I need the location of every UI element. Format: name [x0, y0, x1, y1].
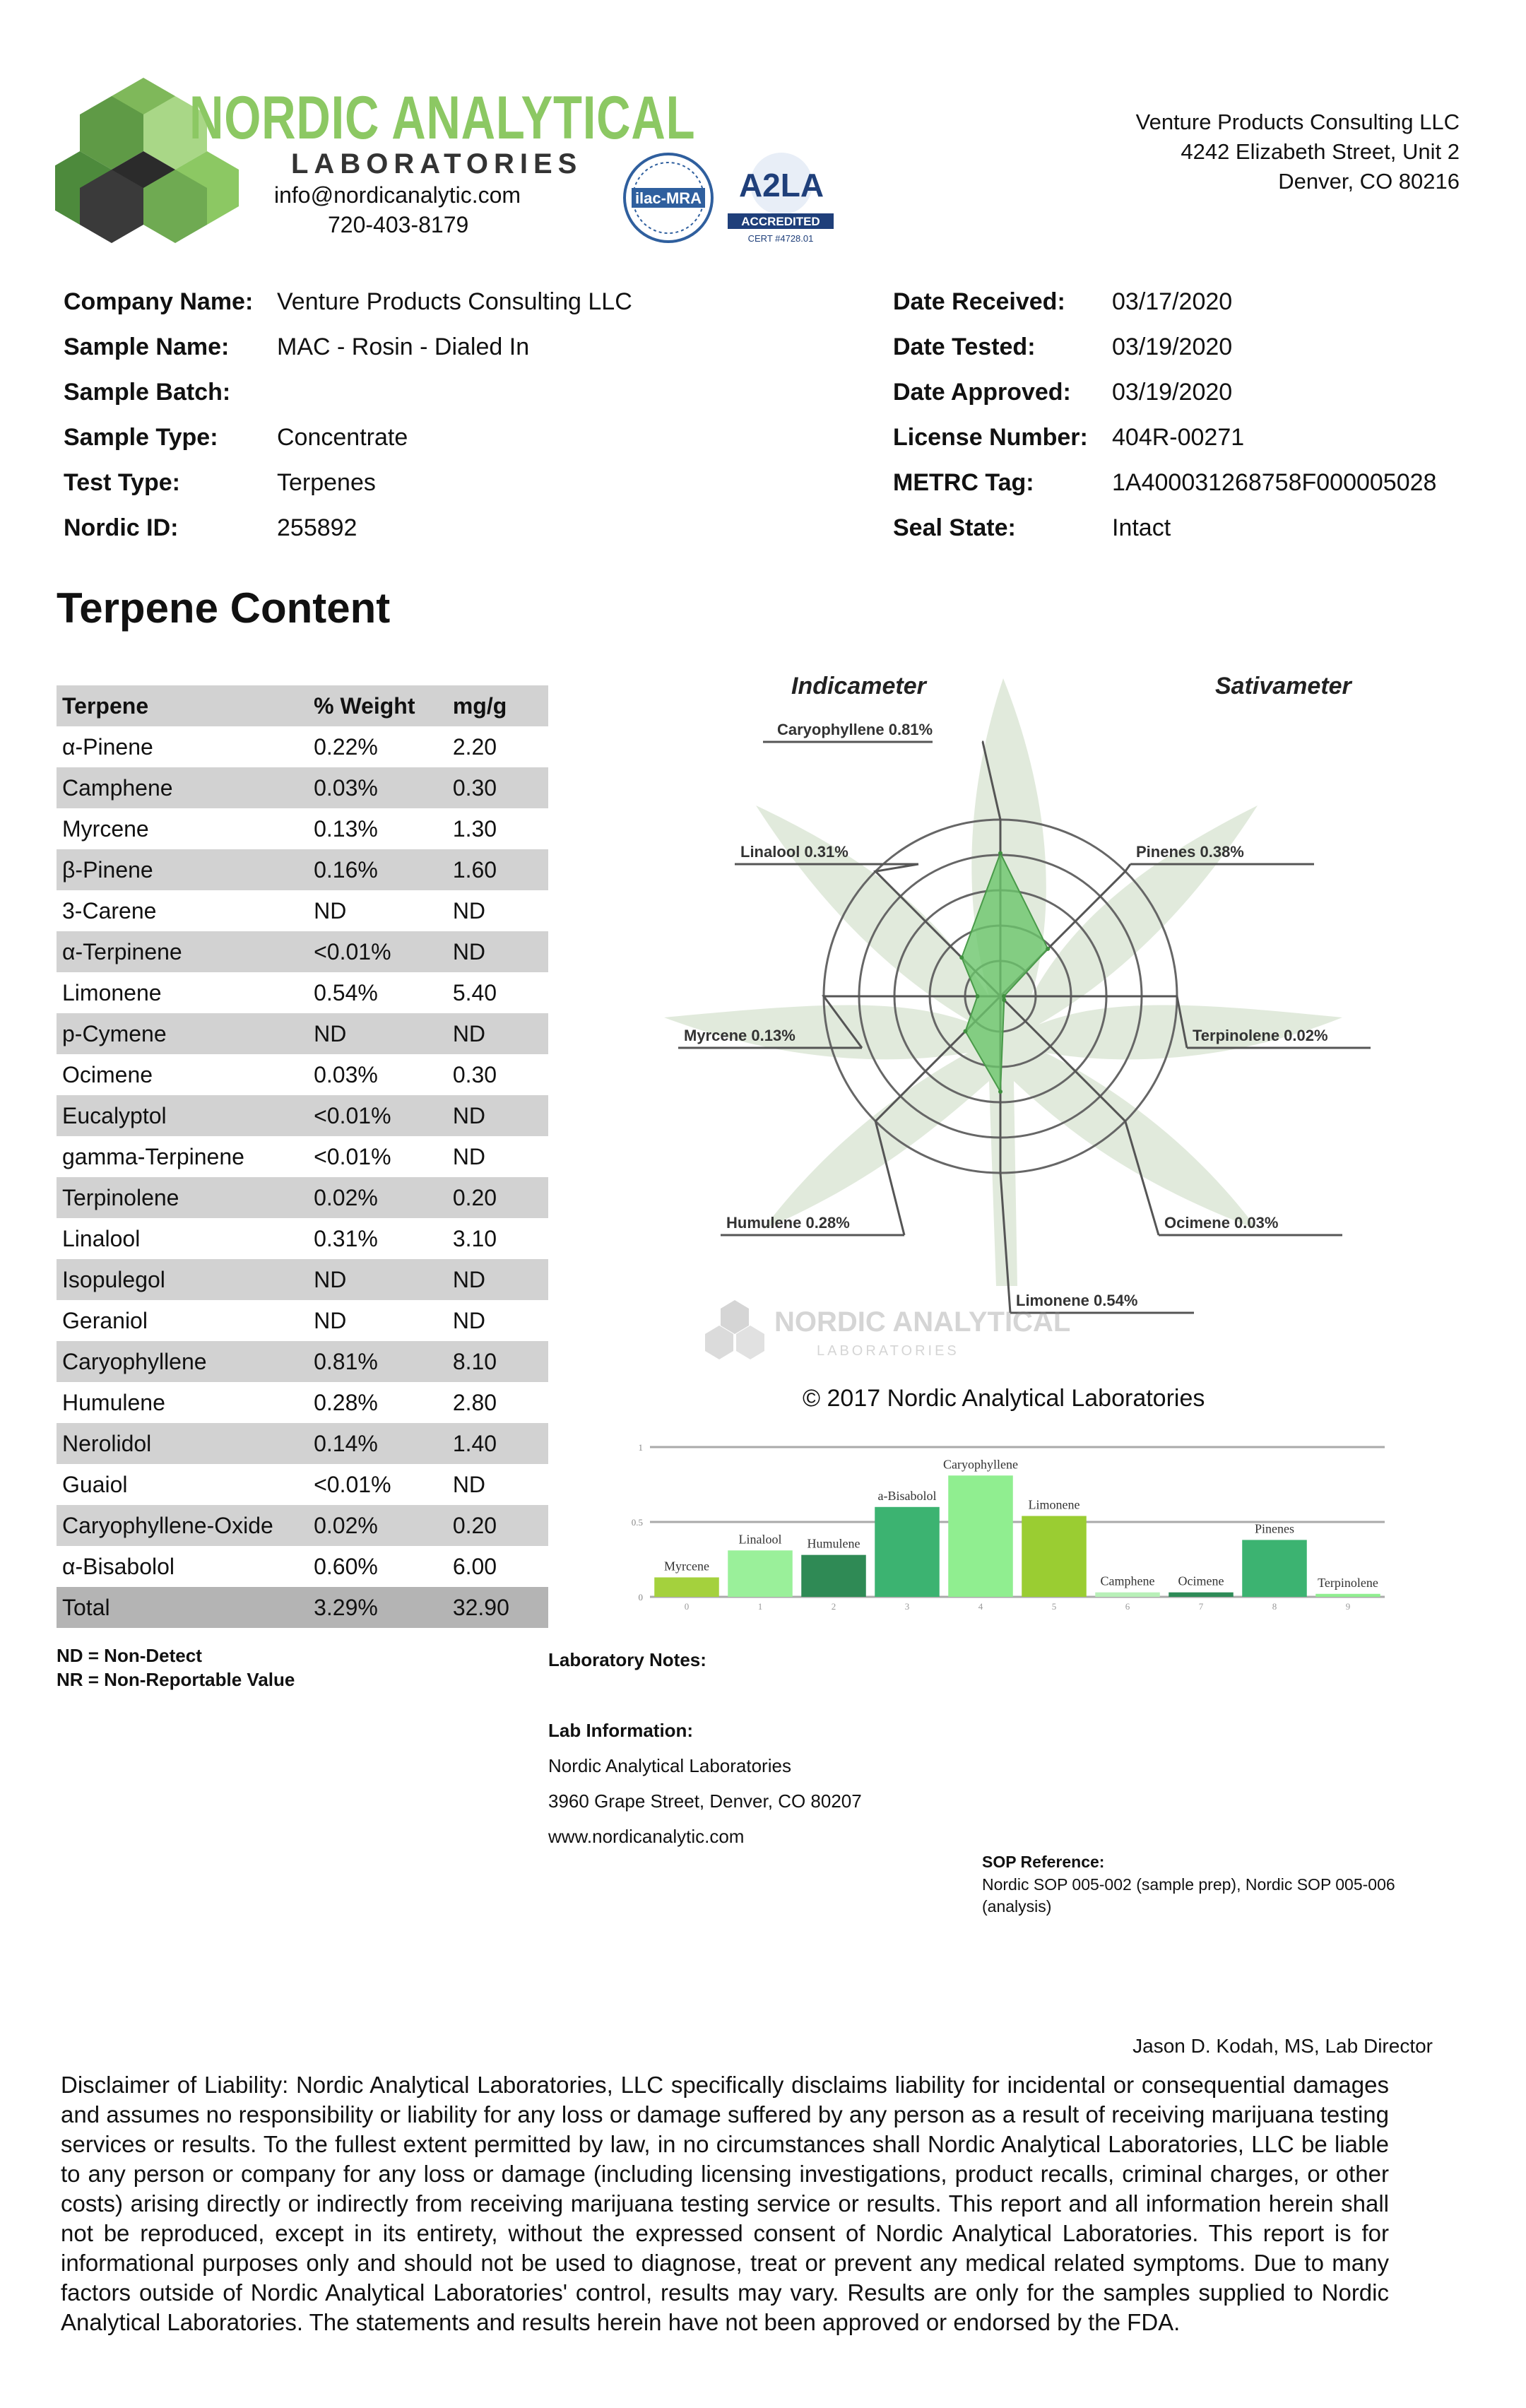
- table-cell: 3-Carene: [62, 897, 157, 923]
- table-cell: β-Pinene: [57, 849, 308, 890]
- lab-name: Nordic Analytical Laboratories: [548, 1755, 791, 1776]
- table-row: [57, 1300, 548, 1341]
- terpene-radar-chart: [636, 664, 1455, 1371]
- radar-point-humulene: [964, 1029, 968, 1033]
- table-cell: 2.20: [452, 733, 497, 760]
- bar-series: [654, 1457, 1380, 1612]
- table-cell: gamma-Terpinene: [62, 1143, 244, 1169]
- info-label: Date Approved:: [893, 379, 1071, 406]
- radar-axis-label: Caryophyllene 0.81%: [777, 721, 933, 738]
- bar-label: a-Bisabolol: [877, 1488, 937, 1503]
- info-value: 03/19/2020: [1112, 379, 1233, 406]
- table-cell: 1.60: [447, 849, 548, 890]
- table-cell: α-Pinene: [62, 733, 153, 760]
- table-cell: 6.00: [452, 1553, 497, 1579]
- bar-label: Pinenes: [1255, 1521, 1294, 1536]
- table-row: [57, 931, 548, 972]
- column-header: mg/g: [447, 685, 548, 726]
- radar-axis-label: Myrcene 0.13%: [684, 1027, 795, 1044]
- table-cell: 0.28%: [314, 1389, 378, 1415]
- table-cell: Isopulegol: [57, 1259, 308, 1300]
- sop-heading: SOP Reference:: [982, 1853, 1105, 1871]
- lab-notes-heading: Laboratory Notes:: [548, 1649, 706, 1670]
- table-row: [57, 972, 548, 1013]
- bar-pinenes: [1242, 1540, 1307, 1597]
- bar-y-tick: 1: [638, 1442, 643, 1453]
- lab-director: Jason D. Kodah, MS, Lab Director: [1132, 2035, 1433, 2057]
- table-cell: ND: [452, 1307, 486, 1333]
- info-value: Terpenes: [277, 469, 376, 496]
- bar-x-tick: 1: [757, 1601, 763, 1612]
- table-header-row: [57, 685, 548, 726]
- info-label: Sample Batch:: [64, 379, 231, 406]
- bar-y-tick: 0: [638, 1592, 643, 1603]
- info-label: License Number:: [893, 424, 1088, 451]
- bar-x-tick: 2: [831, 1601, 836, 1612]
- bar-linalool: [728, 1550, 793, 1597]
- client-address-line: Denver, CO 80216: [1278, 169, 1460, 194]
- terpene-bar-chart: [622, 1420, 1399, 1618]
- radar-axis-label: Limonene 0.54%: [1016, 1292, 1138, 1309]
- info-value: 404R-00271: [1112, 424, 1245, 451]
- table-cell: Nerolidol: [57, 1423, 308, 1464]
- info-label: Company Name:: [64, 288, 254, 315]
- nr-legend: NR = Non-Reportable Value: [57, 1669, 295, 1690]
- table-cell: 0.03%: [308, 767, 447, 808]
- bar-x-tick: 0: [684, 1601, 690, 1612]
- cert-label: CERT #4728.01: [747, 233, 814, 244]
- table-cell: 0.30: [447, 767, 548, 808]
- info-label: Sample Name:: [64, 334, 230, 360]
- bar-label: Terpinolene: [1318, 1575, 1378, 1590]
- table-cell: <0.01%: [314, 1143, 391, 1169]
- table-row: [57, 1136, 548, 1177]
- info-label: Nordic ID:: [64, 514, 179, 541]
- table-row: [57, 1464, 548, 1505]
- column-header: % Weight: [308, 685, 447, 726]
- table-cell: p-Cymene: [57, 1013, 308, 1054]
- a2la-label: A2LA: [738, 167, 824, 203]
- table-cell: 1.40: [447, 1423, 548, 1464]
- table-cell: Ocimene: [62, 1061, 153, 1087]
- client-address: [1136, 107, 1460, 196]
- ilac-label: ilac-MRA: [634, 189, 702, 207]
- sop-text: Nordic SOP 005-002 (sample prep), Nordic SOP 005-006 (analysis): [982, 1875, 1395, 1916]
- table-row: [57, 1505, 548, 1546]
- table-cell: 0.14%: [308, 1423, 447, 1464]
- disclaimer: Disclaimer of Liability: Nordic Analytical Laboratories, LLC specifically disclaims liability for incidental or consequential damages and assumes no responsibility or liability for any loss or damage suffered by any person as a result of receiving marijuana testing services or results. To the fullest extent permitted by law, in no circumstances shall Nordic Analytical Laboratories, LLC be liable to any person or company for any loss or damage (including licensing investigations, product recalls, criminal charges, or other costs) arising directly or indirectly from receiving marijuana testing service or results. This report and all information herein shall not be reproduced, except in its entirety, without the expressed consent of Nordic Analytical Laboratories. This report is for informational purposes only and should not be used to diagnose, treat or prevent any medical related symptoms. Due to many factors outside of Nordic Analytical Laboratories' control, results may vary. Results are only for the samples supplied to Nordic Analytical Laboratories. The statements and results herein have not been approved or endorsed by the FDA.: [61, 2072, 1389, 2335]
- bar-caryophyllene: [948, 1475, 1013, 1597]
- bar-label: Limonene: [1028, 1497, 1080, 1512]
- bar-humulene: [801, 1555, 866, 1597]
- bar-x-tick: 9: [1345, 1601, 1351, 1612]
- client-address-line: Venture Products Consulting LLC: [1135, 110, 1460, 134]
- table-row: [57, 1423, 548, 1464]
- info-value: MAC - Rosin - Dialed In: [277, 334, 530, 360]
- ilac-mra-badge-icon: [625, 154, 712, 242]
- table-cell: ND: [447, 1095, 548, 1136]
- bar-label: Ocimene: [1178, 1574, 1224, 1588]
- table-cell: 0.20: [447, 1177, 548, 1218]
- table-row: [57, 1177, 548, 1218]
- a2la-badge-icon: [728, 153, 834, 244]
- info-label: Date Tested:: [893, 334, 1036, 360]
- table-row: [57, 1095, 548, 1136]
- brand-name: NORDIC ANALYTICAL: [189, 84, 696, 152]
- table-row: [57, 849, 548, 890]
- info-value: Intact: [1112, 514, 1171, 541]
- table-cell: ND: [452, 897, 486, 923]
- bar-label: Caryophyllene: [943, 1457, 1018, 1472]
- bar-label: Myrcene: [664, 1559, 709, 1574]
- brand-subtitle: LABORATORIES: [291, 148, 583, 179]
- table-cell: Eucalyptol: [57, 1095, 308, 1136]
- bar-x-tick: 8: [1272, 1601, 1277, 1612]
- nd-legend: ND = Non-Detect: [57, 1645, 202, 1666]
- radar-axis-label: Ocimene 0.03%: [1164, 1214, 1279, 1232]
- table-row: [57, 890, 548, 931]
- table-cell: 0.13%: [314, 815, 378, 842]
- bar-myrcene: [654, 1577, 719, 1597]
- bar-x-tick: 4: [978, 1601, 983, 1612]
- table-cell: Camphene: [57, 767, 308, 808]
- table-row: [57, 1218, 548, 1259]
- radar-axis-label: Humulene 0.28%: [726, 1214, 850, 1232]
- radar-axis-label: Pinenes 0.38%: [1136, 843, 1244, 861]
- radar-point-terpinolene: [1002, 994, 1006, 998]
- info-value: 03/17/2020: [1112, 288, 1233, 315]
- table-cell: <0.01%: [308, 1095, 447, 1136]
- table-cell: ND: [452, 1143, 486, 1169]
- watermark-title: NORDIC ANALYTICAL: [774, 1306, 1071, 1338]
- table-cell: Total: [57, 1587, 308, 1628]
- table-cell: <0.01%: [314, 1471, 391, 1497]
- table-cell: Caryophyllene-Oxide: [57, 1505, 308, 1546]
- table-cell: ND: [447, 931, 548, 972]
- brand-phone: 720-403-8179: [328, 212, 469, 237]
- table-cell: 0.60%: [314, 1553, 378, 1579]
- table-cell: ND: [452, 1471, 486, 1497]
- table-cell: <0.01%: [308, 931, 447, 972]
- lab-website[interactable]: www.nordicanalytic.com: [548, 1826, 745, 1847]
- table-cell: 0.02%: [308, 1505, 447, 1546]
- table-cell: Limonene: [62, 979, 162, 1005]
- bar-terpinolene: [1315, 1594, 1380, 1597]
- table-cell: Caryophyllene: [57, 1341, 308, 1382]
- section-title: Terpene Content: [57, 584, 391, 632]
- bar-x-tick: 5: [1051, 1601, 1057, 1612]
- table-cell: Guaiol: [62, 1471, 128, 1497]
- radar-point-linalool: [959, 955, 964, 960]
- radar-point-myrcene: [976, 994, 980, 998]
- table-cell: α-Terpinene: [57, 931, 308, 972]
- bar-a-bisabolol: [875, 1507, 940, 1597]
- bar-limonene: [1022, 1516, 1087, 1597]
- info-value: 1A400031268758F000005028: [1112, 469, 1437, 496]
- table-cell: Geraniol: [62, 1307, 148, 1333]
- bar-x-tick: 3: [904, 1601, 910, 1612]
- radar-point-caryophyllene: [998, 851, 1002, 856]
- client-address-line: 4242 Elizabeth Street, Unit 2: [1181, 139, 1460, 164]
- lab-info-heading: Lab Information:: [548, 1720, 694, 1741]
- info-value: Venture Products Consulting LLC: [277, 288, 632, 315]
- table-cell: ND: [447, 1013, 548, 1054]
- table-cell: 8.10: [447, 1341, 548, 1382]
- table-cell: ND: [308, 1259, 447, 1300]
- table-cell: ND: [314, 897, 347, 923]
- table-row: [57, 1013, 548, 1054]
- info-label: Sample Type:: [64, 424, 218, 451]
- watermark-logo: [705, 1300, 1070, 1359]
- table-cell: 0.20: [447, 1505, 548, 1546]
- chart-copyright: © 2017 Nordic Analytical Laboratories: [803, 1385, 1205, 1412]
- accreditation-badges: [622, 148, 841, 247]
- info-value: 03/19/2020: [1112, 334, 1233, 360]
- table-cell: ND: [308, 1013, 447, 1054]
- table-cell: 3.10: [452, 1225, 497, 1251]
- info-value: 255892: [277, 514, 357, 541]
- table-cell: ND: [447, 1259, 548, 1300]
- table-cell: Terpinolene: [57, 1177, 308, 1218]
- table-row: [57, 1341, 548, 1382]
- bar-x-tick: 7: [1198, 1601, 1204, 1612]
- bar-y-tick: 0.5: [631, 1517, 643, 1528]
- accredited-label: ACCREDITED: [741, 215, 820, 228]
- table-cell: 32.90: [447, 1587, 548, 1628]
- info-label: Date Received:: [893, 288, 1065, 315]
- bar-label: Camphene: [1100, 1574, 1155, 1588]
- bar-camphene: [1095, 1593, 1160, 1597]
- table-cell: 0.81%: [308, 1341, 447, 1382]
- table-cell: 0.31%: [314, 1225, 378, 1251]
- table-cell: 1.30: [452, 815, 497, 842]
- table-cell: 0.22%: [314, 733, 378, 760]
- brand-email[interactable]: info@nordicanalytic.com: [274, 182, 521, 208]
- radar-axis-label: Linalool 0.31%: [740, 843, 848, 861]
- info-label: Test Type:: [64, 469, 180, 496]
- table-row: [57, 767, 548, 808]
- lab-address: 3960 Grape Street, Denver, CO 80207: [548, 1790, 862, 1812]
- table-cell: ND: [314, 1307, 347, 1333]
- info-label: METRC Tag:: [893, 469, 1034, 496]
- table-row: [57, 808, 548, 849]
- table-cell: Humulene: [62, 1389, 165, 1415]
- bar-x-tick: 6: [1125, 1601, 1130, 1612]
- table-cell: Linalool: [62, 1225, 141, 1251]
- radar-axis-label: Terpinolene 0.02%: [1193, 1027, 1328, 1044]
- table-cell: 0.16%: [308, 849, 447, 890]
- sativameter-title: Sativameter: [1215, 673, 1351, 700]
- column-header: Terpene: [57, 685, 308, 726]
- table-cell: 3.29%: [308, 1587, 447, 1628]
- radar-point-pinenes: [1046, 947, 1050, 951]
- table-row: [57, 1546, 548, 1587]
- table-cell: Myrcene: [62, 815, 149, 842]
- table-cell: α-Bisabolol: [62, 1553, 175, 1579]
- table-row: [57, 1382, 548, 1423]
- table-cell: 2.80: [452, 1389, 497, 1415]
- watermark-subtitle: LABORATORIES: [817, 1343, 959, 1359]
- terpene-table: [57, 685, 548, 1628]
- table-row: [57, 1259, 548, 1300]
- radar-point-ocimene: [1002, 998, 1006, 1002]
- table-cell: 5.40: [452, 979, 497, 1005]
- bar-label: Humulene: [807, 1536, 860, 1551]
- table-total-row: [57, 1587, 548, 1628]
- table-row: [57, 726, 548, 767]
- radar-point-limonene: [998, 1090, 1002, 1094]
- info-label: Seal State:: [893, 514, 1016, 541]
- indicameter-title: Indicameter: [791, 673, 926, 700]
- info-value: Concentrate: [277, 424, 408, 451]
- table-cell: 0.54%: [314, 979, 378, 1005]
- table-cell: 0.03%: [314, 1061, 378, 1087]
- table-cell: 0.02%: [308, 1177, 447, 1218]
- bar-label: Linalool: [738, 1532, 782, 1547]
- table-row: [57, 1054, 548, 1095]
- bar-ocimene: [1169, 1593, 1234, 1597]
- table-cell: 0.30: [452, 1061, 497, 1087]
